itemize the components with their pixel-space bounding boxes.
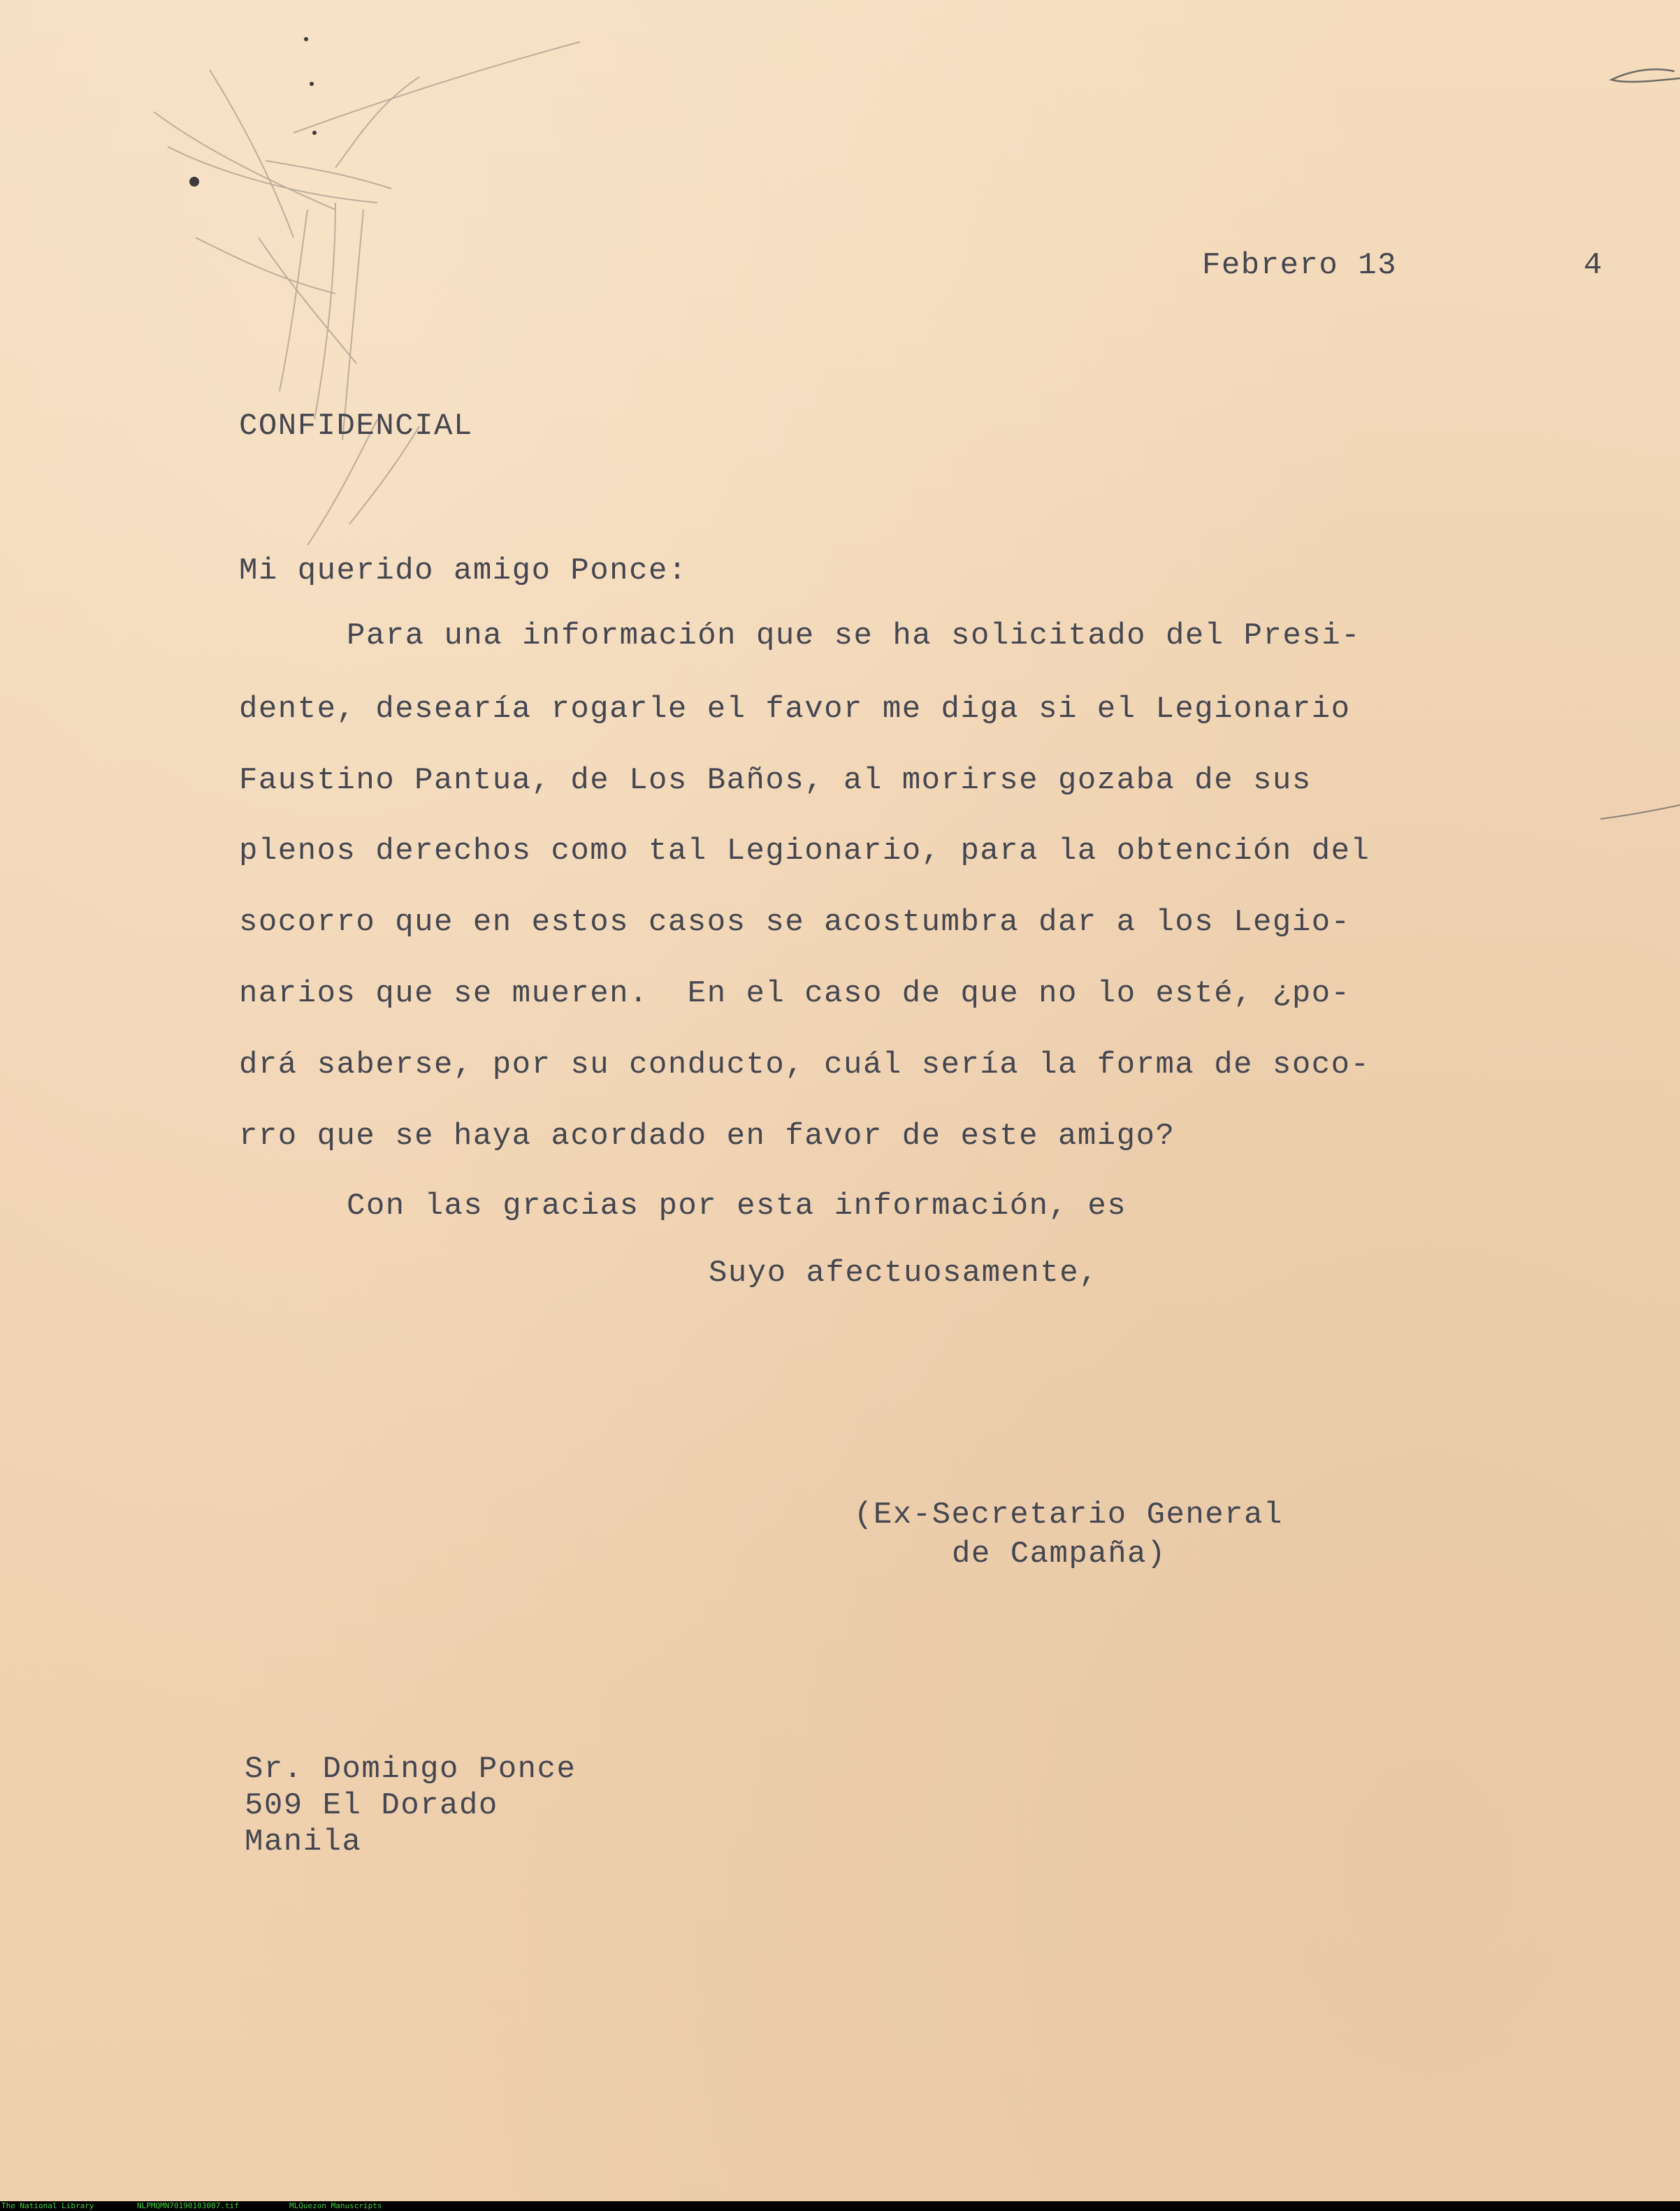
address-line-city: Manila — [245, 1825, 362, 1860]
body-line: dente, desearía rogarle el favor me diga si el Legionario — [239, 692, 1351, 727]
body-line: Para una información que se ha solicitado del Presi- — [347, 618, 1361, 653]
body-line: narios que se mueren. En el caso de que no lo esté, ¿po- — [239, 976, 1351, 1011]
signature-title-line-2: de Campaña) — [952, 1537, 1166, 1572]
closing-line: Con las gracias por esta información, es — [347, 1189, 1127, 1224]
archive-footer-bar — [0, 2201, 1680, 2211]
body-line: Faustino Pantua, de Los Baños, al morirse gozaba de sus — [239, 763, 1312, 798]
body-line: drá saberse, por su conducto, cuál sería la forma de soco- — [239, 1047, 1370, 1082]
body-line: socorro que en estos casos se acostumbra dar a los Legio- — [239, 905, 1351, 940]
signature-title-line-1: (Ex-Secretario General — [854, 1498, 1283, 1532]
address-line-street: 509 El Dorado — [245, 1788, 498, 1823]
page-number: 4 — [1584, 248, 1603, 283]
body-line: rro que se haya acordado en favor de este amigo? — [239, 1119, 1175, 1154]
footer-collection: MLQuezon Manuscripts — [289, 2201, 382, 2210]
valediction: Suyo afectuosamente, — [709, 1256, 1099, 1291]
footer-file: NLPMQMN70190103007.tif — [137, 2201, 239, 2210]
footer-library: The National Library — [1, 2201, 94, 2210]
letter-date: Febrero 13 — [1202, 248, 1398, 283]
pencil-margin-mark — [1605, 67, 1680, 88]
confidential-heading: CONFIDENCIAL — [239, 409, 473, 444]
pencil-margin-mark — [1598, 802, 1680, 823]
pencil-scribble-marks — [126, 28, 615, 559]
body-line: plenos derechos como tal Legionario, para la obtención del — [239, 834, 1370, 869]
salutation: Mi querido amigo Ponce: — [239, 553, 688, 588]
address-line-name: Sr. Domingo Ponce — [245, 1752, 577, 1787]
